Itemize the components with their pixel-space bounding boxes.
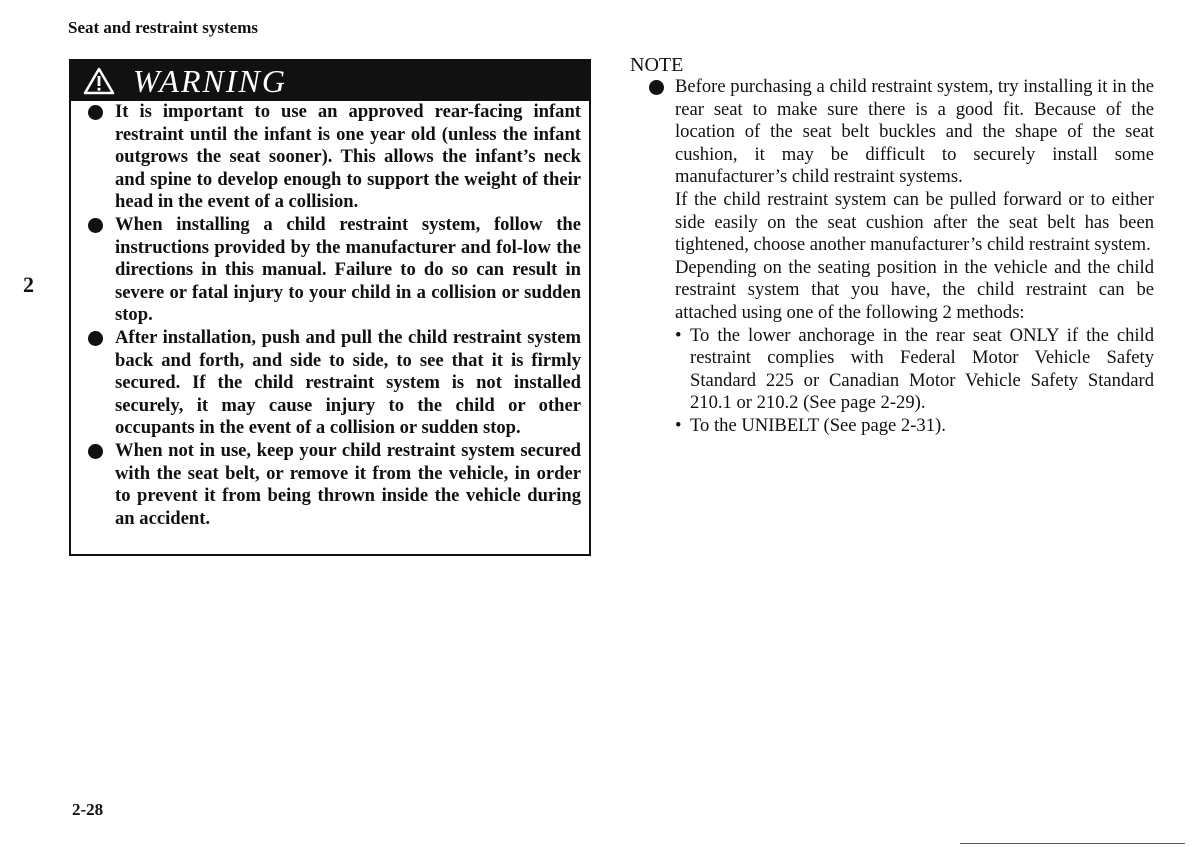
warning-list (85, 101, 581, 530)
warning-item-text: When installing a child restraint system, follow the instructions provided by the manufacturer and fol-low the directions in this manual. Failure to do so can result in severe or fatal injury to your child in a collision or sudden stop. (115, 213, 581, 326)
bullet-icon (649, 80, 664, 95)
note-label: NOTE (630, 54, 684, 76)
page-number: 2-28 (72, 800, 104, 819)
note-sub-list (630, 325, 1154, 438)
note-paragraph-text: Depending on the seating position in the vehicle and the child restraint system that you have, the child restraint can be attached using one of the following 2 methods: (675, 256, 1154, 323)
note-bullet-text: Before purchasing a child restraint system, try installing it in the rear seat to make sure there is a good fit. Because of the location of the seat belt buckles and the shape of the seat cushion, it may be difficult to securely install some manufacturer’s child restraint systems. (675, 76, 1154, 188)
note-bullet-item (630, 76, 1154, 189)
note-paragraph (630, 257, 1154, 325)
note-section (630, 54, 1154, 438)
note-sub-item-text: To the UNIBELT (See page 2-31). (690, 414, 946, 436)
note-sub-item (675, 325, 1154, 415)
warning-item-text: It is important to use an approved rear-facing infant restraint until the infant is one year old (unless the infant outgrows the seat sooner). This allows the infant’s neck and spine to develop enough to support the weight of their head in the event of a collision. (115, 101, 581, 213)
note-paragraph-text: If the child restraint system can be pulled forward or to either side easily on the seat cushion after the seat belt has been tightened, choose another manufacturer’s child restraint system. (675, 188, 1154, 256)
note-sub-item (675, 415, 1154, 438)
warning-triangle-icon (83, 67, 115, 95)
note-paragraph (630, 189, 1154, 257)
chapter-number: 2 (23, 272, 34, 297)
section-title: Seat and restraint systems (68, 18, 258, 37)
bullet-icon (88, 331, 103, 346)
warning-title: WARNING (133, 63, 287, 99)
warning-item (85, 440, 581, 530)
small-bullet-icon: • (675, 414, 682, 436)
scan-edge-line (960, 843, 1185, 844)
warning-item-text: After installation, push and pull the child restraint system back and forth, and side to side, to see that it is firmly secured. If the child restraint system is not installed securely, it may cause injury to the child or other occupants in the event of a collision or sudden stop. (115, 326, 581, 439)
warning-box (69, 59, 591, 556)
warning-item (85, 327, 581, 440)
bullet-icon (88, 105, 103, 120)
warning-item (85, 214, 581, 327)
small-bullet-icon: • (675, 324, 682, 346)
bullet-icon (88, 218, 103, 233)
warning-item-text: When not in use, keep your child restraint system secured with the seat belt, or remove it from the vehicle, in order to prevent it from being thrown inside the vehicle during an accident. (115, 439, 581, 529)
warning-header (71, 61, 589, 101)
bullet-icon (88, 444, 103, 459)
note-sub-item-text: To the lower anchorage in the rear seat ONLY if the child restraint complies with Federal Motor Vehicle Safety Standard 225 or Canadian Motor Vehicle Safety Standard 210.1 or 210.2 (See page 2-29). (690, 324, 1154, 414)
warning-item (85, 101, 581, 214)
